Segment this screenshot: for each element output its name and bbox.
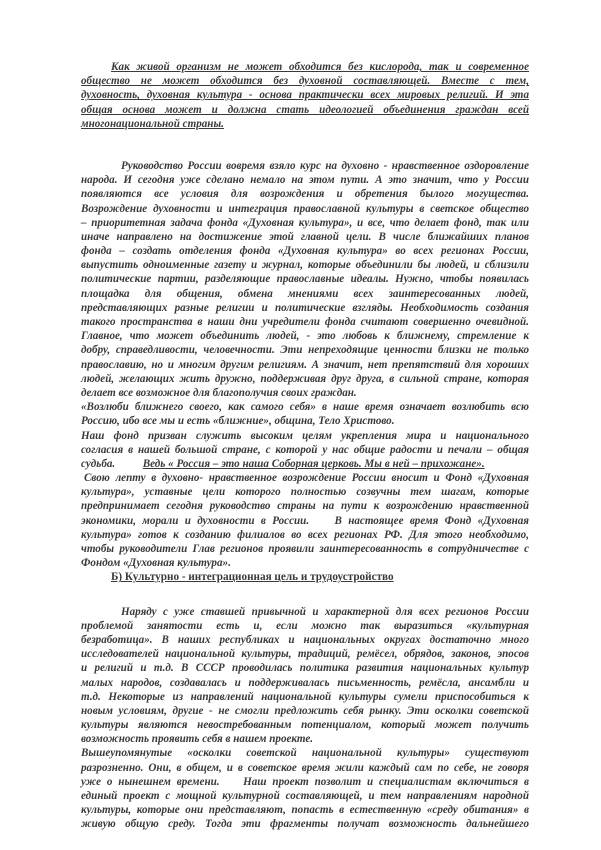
text-line: предпринимает сегодня руководство страны на пути к возрождению нравственной (81, 500, 529, 513)
paragraph-3 (81, 429, 529, 472)
text-line: Наряду с уже ставшей привычной и характерной для всех регионов России (121, 605, 529, 618)
text-line: Как живой организм не может обходится без кислорода, так и современное (111, 61, 529, 73)
paragraph-5 (81, 605, 529, 747)
text-line: «Возлюби ближнего своего, как самого себя» в наше время означает возлюбить всю (81, 401, 529, 414)
text-line: выпустить одноименные газету и журнал, которые объединили бы людей, и сблизили (81, 259, 529, 272)
text-line: чтобы руководители Глав регионов проявили заинтересованность в сотрудничестве с (81, 543, 529, 555)
text-fragment: судьба. (81, 457, 116, 470)
text-line: и религий и т.д. В СССР проводилась политика развития национальных культур (81, 662, 529, 675)
text-line: Вышеупомянутые «осколки советской национальной культуры» существуют (81, 747, 529, 760)
paragraph-4 (81, 471, 529, 570)
text-line: Руководство России вовремя взяло курс на духовно - нравственное оздоровление (121, 159, 529, 172)
paragraph-2 (81, 400, 529, 428)
text-line: живую общую среду. Тогда эти фрагменты получат возможность дальнейшего (81, 818, 529, 831)
text-line (81, 457, 529, 471)
text-line: экономики, морали и духовности в России. В настоящее время Фонд «Духовная (81, 514, 529, 527)
text-line: появляются все условия для возрождения и обретения былого могущества. (81, 188, 529, 201)
intro-paragraph (81, 60, 529, 131)
text-line: Главное, что может объединить людей, - это любовь к ближнему, стремление к (81, 330, 529, 343)
text-line: делает все возможное для благополучия своих граждан. (81, 386, 357, 399)
text-line: площадка для общения, обмена мнениями всех заинтересованных людей, (81, 287, 529, 300)
text-line: Свою лепту в духовно- нравственное возрождение России вносит и Фонд «Духовная (84, 472, 529, 485)
text-line: возможность проявить себя в нашем проекте. (81, 733, 314, 746)
text-line: – приоритетная задача фонда «Духовная культура», и все, что делает фонд, так или (81, 216, 529, 229)
text-line: разрозненно. Они, в общем, и в советское время жили каждый сам по себе, не говоря (81, 761, 529, 774)
text-line: Россию, ибо все мы и есть «ближние», община, Тело Христово. (81, 415, 395, 428)
text-line: согласия в нашей большой стране, с которой у нас общие радости и печали – общая (81, 443, 529, 456)
text-line: представляющих разные религии и политические взгляды. Необходимость создания (81, 301, 529, 314)
underlined-quote: Ведь « Россия – это наша Соборная церковь. Мы в ней – прихожане». (142, 457, 485, 470)
text-line: духовность, духовная культура - основа практически всех мировых религий. И эта (81, 89, 529, 102)
paragraph-6 (81, 746, 529, 831)
text-line: общество не может обходится без духовной составляющей. Вместе с тем, (81, 75, 529, 88)
text-line: людей, желающих жить дружно, поддерживая друг друга, в сильной стране, которая (81, 372, 529, 385)
text-line: уже о нынешнем времени. Наш проект позволит и специалистам включиться в (81, 775, 529, 788)
text-line: культуры являются невостребованным потенциалом, который может получить (81, 719, 529, 732)
text-line: иначе направлено на достижение этой главной цели. В числе ближайших планов (81, 230, 529, 243)
text-line: исследователей национальной культуры, традиций, ремёсел, обрядов, законов, эпосов (81, 648, 529, 661)
text-line: фонда – создать отделения фонда «Духовная культура» во всех регионах России, (81, 245, 529, 258)
text-line: культура» готов к созданию филиалов во всех регионах РФ. Для этого необходимо, (81, 528, 529, 541)
text-line: безработица». В наших республиках и национальных округах достаточно много (81, 633, 529, 646)
text-line: многонациональной страны. (81, 117, 224, 130)
text-line: Фондом «Духовная культура». (81, 557, 231, 570)
text-line: Наш фонд призван служить высоким целям укрепления мира и национального (81, 429, 529, 442)
text-line: т.д. Некоторые из направлений национальной культуры сумели приспособиться к (81, 690, 529, 703)
text-line: единый проект с мощной культурной составляющей, и тем направлениям народной (81, 790, 529, 802)
paragraph-1 (81, 159, 529, 400)
text-line: новым условиям, другие - не смогли предложить себя рынку. Эти осколки советской (81, 704, 529, 717)
document-page (81, 52, 529, 832)
text-line: Возрождение духовности и интеграция православной культуры в светское общество (81, 202, 529, 215)
text-line: православию, но и многим другим религиям. А значит, нет препятствий для хороших (81, 358, 529, 371)
text-line: малых народов, создавалась и поддерживалась письменность, ремёсла, ансамбли и (81, 676, 529, 689)
text-line: политические партии, разделяющие православные идеалы. Нужно, чтобы появилась (81, 273, 529, 286)
text-line: культуры, которые они представляют, попасть в естественную «среду обитания» в (81, 804, 529, 817)
text-line: добру, справедливости, человечности. Эти непреходящие ценности близки не только (81, 344, 529, 357)
text-line: народа. И сегодня уже сделано немало на этом пути. А это значит, что у России (81, 174, 529, 187)
text-line: проблемой занятости есть и, если можно так выразиться «культурная (81, 619, 529, 632)
text-line: такого пространства в наши дни учредители фонда считают совершенно очевидной. (81, 316, 529, 328)
text-line: культура», уставные цели которого полностью созвучны тем шагам, которые (81, 486, 529, 499)
section-heading: Б) Культурно - интеграционная цель и трудоустройство (111, 571, 394, 584)
text-line: общая основа может и должна стать идеологией объединения граждан всей (81, 103, 529, 116)
